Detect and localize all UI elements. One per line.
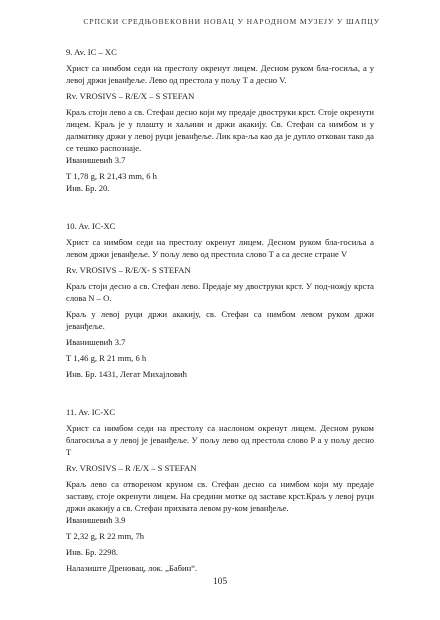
measurements: Т 2,32 g, R 22 mm, 7h xyxy=(66,531,145,541)
reverse-legend: Rv. VROSIVS – R /E/X – S STEFAN xyxy=(66,463,197,473)
inventory-number: Инв. Бр. 1431, Легат Михајловић xyxy=(66,369,187,379)
reference: Иванишевић 3.9 xyxy=(66,515,126,525)
obverse-description: Христ са нимбом седи на престолу окренут лицем. Десном руком бла-госиља а левом држи јеванђеље. У пољу лево од престола слово Т а са десне стране V xyxy=(66,237,374,259)
entry-heading: 10. Av. IC-XC xyxy=(66,221,116,231)
catalog-content xyxy=(66,46,374,574)
findspot: Налазиште Дреновац, лок. „Бабин“. xyxy=(66,563,198,573)
reverse-description: Краљ лево са отвореном круном св. Стефан десно са нимбом који му предаје заставу, стоје окренути лицем. На средини мотке од заставе крст.Краљ у левој руци држи акакију а св. Стефан прихвата левом ру-ком јеванђеље. xyxy=(66,479,374,513)
catalog-entry-10 xyxy=(66,220,374,380)
page-number: 105 xyxy=(212,577,228,587)
reverse-legend: Rv. VROSIVS – R/E/X- S STEFAN xyxy=(66,265,191,275)
catalog-entry-11 xyxy=(66,406,374,574)
reverse-description: Краљ стоји лево а св. Стефан десно који му предаје двоструки крст. Стоје окренути лицем. Краљ је у плашту и хаљини и држи акакију. Св. Стефан са нимбом и у далматику држи у левој руци јеванђеље. Лик кра-ља као да је дупло откован тако да се тешко распознаје. xyxy=(66,107,374,153)
running-header: СРПСКИ СРЕДЊОВЕКОВНИ НОВАЦ У НАРОДНОМ МУЗЕЈУ У ШАПЦУ xyxy=(83,17,380,26)
inventory-number: Инв. Бр. 20. xyxy=(66,183,110,193)
entry-heading: 9. Av. IC – XC xyxy=(66,47,117,57)
measurements: Т 1,78 g, R 21,43 mm, 6 h xyxy=(66,171,157,181)
reverse-description-extra: Краљ у левој руци држи акакију, св. Стефан са нимбом левом руком држи јеванђеље. xyxy=(66,309,374,331)
entry-heading: 11. Av. IC-XC xyxy=(66,407,116,417)
reference: Иванишевић 3.7 xyxy=(66,155,126,165)
measurements: Т 1,46 g, R 21 mm, 6 h xyxy=(66,353,147,363)
inventory-number: Инв. Бр. 2298. xyxy=(66,547,119,557)
obverse-description: Христ са нимбом седи на престолу са наслоном окренут лицем. Десном руком благосиља а у левој је јеванђеље. У пољу лево од престола слово Р а у пољу десно Т xyxy=(66,423,374,457)
reverse-description: Краљ стоји десно а св. Стефан лево. Предаје му двоструки крст. У под-ножју крста слова N – O. xyxy=(66,281,374,303)
reverse-legend: Rv. VROSIVS – R/E/X – S STEFAN xyxy=(66,91,195,101)
reference: Иванишевић 3.7 xyxy=(66,337,126,347)
catalog-entry-9 xyxy=(66,46,374,194)
obverse-description: Христ са нимбом седи на престолу окренут лицем. Десном руком бла-госиља, а у левој држи јеванђеље. Лево од престола у пољу Т а десно V. xyxy=(66,63,374,85)
